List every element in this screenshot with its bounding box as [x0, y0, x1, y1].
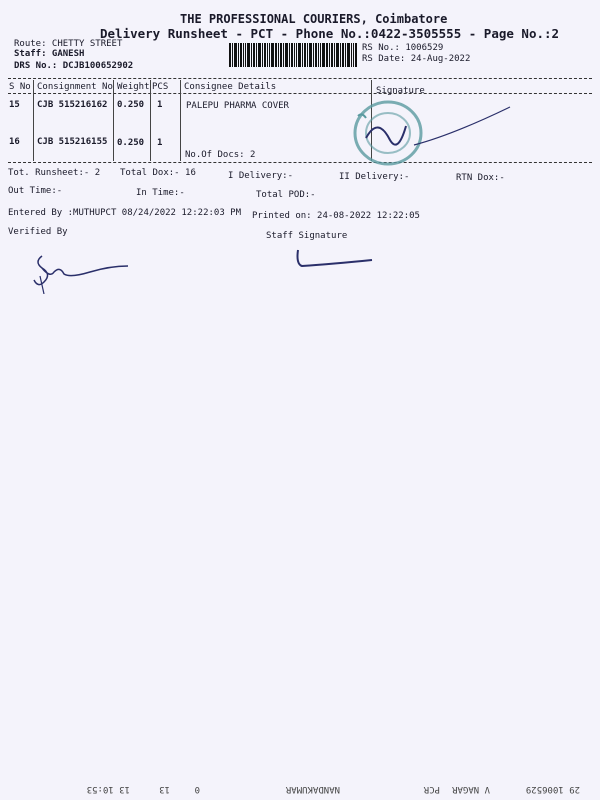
footer-part: V NAGAR	[452, 784, 490, 794]
mirrored-footer	[0, 778, 600, 794]
rs-date: RS Date: 24-Aug-2022	[362, 54, 471, 64]
no-of-docs: No.Of Docs: 2	[185, 150, 256, 160]
verifier-signature-icon	[30, 248, 130, 294]
staff-signature-icon	[292, 246, 374, 272]
row-16-pcs: 1	[157, 138, 163, 148]
staff-signature-label: Staff Signature	[266, 231, 348, 241]
col-header-sno: S No	[9, 82, 31, 92]
col-header-consignment: Consignment No	[37, 82, 113, 92]
signature-stroke-icon	[412, 105, 512, 151]
route-label: Route: CHETTY STREET	[14, 39, 123, 49]
col-divider	[33, 80, 34, 161]
drs-label: DRS No.: DCJB100652902	[14, 61, 134, 71]
in-time: In Time:-	[136, 188, 185, 198]
footer-part: 0	[194, 784, 200, 794]
col-header-signature: Signature	[376, 86, 425, 96]
total-runsheet: Tot. Runsheet:- 2	[8, 168, 101, 178]
row-16-sno: 16	[9, 137, 20, 147]
out-time: Out Time:-	[8, 186, 63, 196]
row-15-weight: 0.250	[117, 100, 145, 110]
footer-part: 29 1006529	[525, 784, 580, 794]
table-header-rule	[8, 93, 592, 94]
rtn-dox: RTN Dox:-	[456, 173, 505, 183]
company-title: THE PROFESSIONAL COURIERS, Coimbatore	[180, 12, 448, 26]
col-divider	[180, 80, 181, 161]
col-divider	[150, 80, 151, 161]
printed-on: Printed on: 24-08-2022 12:22:05	[252, 211, 420, 221]
col-header-weight: Weight	[117, 82, 150, 92]
first-delivery: I Delivery:-	[228, 171, 294, 181]
runsheet-subtitle: Delivery Runsheet - PCT - Phone No.:0422-3505555 - Page No.:2	[100, 26, 560, 41]
second-delivery: II Delivery:-	[339, 172, 410, 182]
col-header-consignee: Consignee Details	[184, 82, 277, 92]
rs-number: RS No.: 1006529	[362, 43, 444, 53]
footer-part: PCR	[423, 784, 440, 794]
entered-by: Entered By :MUTHUPCT 08/24/2022 12:22:03 PM	[8, 208, 241, 218]
col-header-pcs: PCS	[152, 82, 169, 92]
row-15-consignment: CJB 515216162	[37, 100, 108, 110]
row-15-sno: 15	[9, 100, 20, 110]
footer-part: NANDAKUMAR	[285, 784, 340, 794]
row-16-weight: 0.250	[117, 138, 145, 148]
row-15-pcs: 1	[157, 100, 163, 110]
total-pod: Total POD:-	[256, 190, 316, 200]
footer-part: 13	[159, 784, 170, 794]
row-16-consignment: CJB 515216155	[37, 137, 108, 147]
barcode	[229, 43, 357, 67]
table-top-rule	[8, 78, 592, 79]
row-15-consignee: PALEPU PHARMA COVER	[186, 101, 289, 111]
footer-part: 13 10:53	[86, 784, 130, 794]
staff-label: Staff: GANESH	[14, 49, 85, 59]
col-divider	[113, 80, 114, 161]
verified-by-label: Verified By	[8, 227, 68, 237]
table-bottom-rule	[8, 162, 592, 163]
total-dox: Total Dox:- 16	[120, 168, 196, 178]
